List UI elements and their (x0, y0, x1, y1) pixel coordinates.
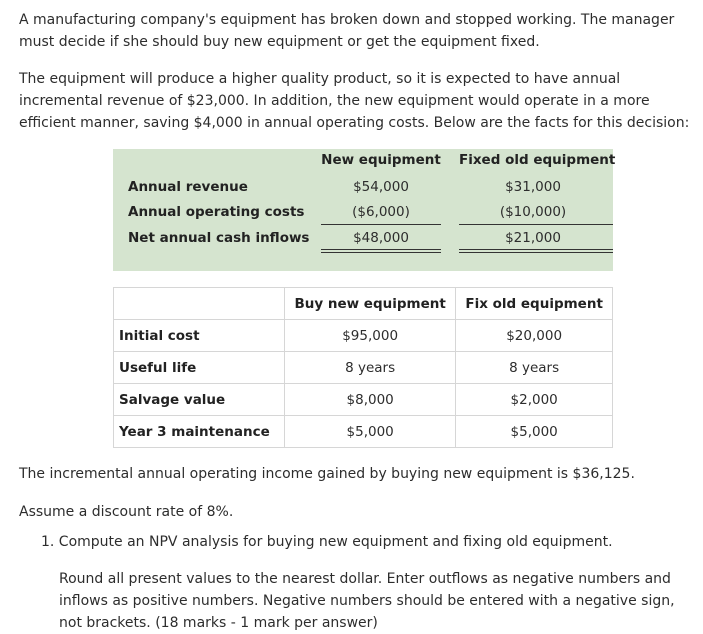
summary-table (113, 149, 616, 271)
row-label: Salvage value (114, 384, 285, 416)
facts-paragraph: The equipment will produce a higher quality product, so it is expected to have annual incremental revenue of $23,000. In addition, the new equipment would operate in a more efficient manner, saving $4,000 in annual operating costs. Below are the facts for this decision: (19, 71, 690, 131)
cell-old: 8 years (456, 352, 613, 384)
header-empty-cell (114, 288, 285, 320)
subtotal-rule (459, 224, 613, 225)
row-label: Year 3 maintenance (114, 416, 285, 448)
discount-rate-paragraph: Assume a discount rate of 8%. (19, 504, 234, 520)
subtotal-rule (321, 224, 441, 225)
row-label: Initial cost (114, 320, 285, 352)
cell-old: $5,000 (456, 416, 613, 448)
total-double-rule (459, 252, 613, 253)
summary-cell-new: ($6,000) (352, 204, 410, 220)
cell-new: $95,000 (285, 320, 456, 352)
summary-row-label: Net annual cash inflows (128, 230, 310, 246)
summary-row-label: Annual operating costs (128, 204, 305, 220)
total-double-rule (321, 249, 441, 250)
table-row (114, 384, 613, 416)
summary-row-label: Annual revenue (128, 179, 248, 195)
summary-cell-new: $48,000 (353, 230, 409, 246)
details-table (113, 287, 613, 448)
total-double-rule (459, 249, 613, 250)
instructions-paragraph: Round all present values to the nearest dollar. Enter outflows as negative numbers and inflows as positive numbers. Negative numbers should be entered with a negative sign, not brackets. (18 marks - 1 mark per answer) (59, 571, 675, 631)
summary-cell-old: $31,000 (505, 179, 561, 195)
table-row (114, 320, 613, 352)
cell-new: $5,000 (285, 416, 456, 448)
intro-paragraph: A manufacturing company's equipment has broken down and stopped working. The manager must decide if she should buy new equipment or get the equipment fixed. (19, 12, 675, 50)
total-double-rule (321, 252, 441, 253)
question-item: 1. Compute an NPV analysis for buying new equipment and fixing old equipment. (41, 534, 613, 550)
cell-new: 8 years (285, 352, 456, 384)
cell-old: $20,000 (456, 320, 613, 352)
summary-cell-new: $54,000 (353, 179, 409, 195)
summary-cell-old: $21,000 (505, 230, 561, 246)
row-label: Useful life (114, 352, 285, 384)
cell-old: $2,000 (456, 384, 613, 416)
header-fix-old: Fix old equipment (456, 288, 613, 320)
incremental-income-paragraph: The incremental annual operating income gained by buying new equipment is $36,125. (19, 466, 635, 482)
summary-cell-old: ($10,000) (499, 204, 567, 220)
table-row (114, 352, 613, 384)
cell-new: $8,000 (285, 384, 456, 416)
header-buy-new: Buy new equipment (285, 288, 456, 320)
summary-header-new: New equipment (321, 152, 441, 168)
table-row (114, 416, 613, 448)
table-header-row (114, 288, 613, 320)
summary-header-old: Fixed old equipment (459, 152, 616, 168)
